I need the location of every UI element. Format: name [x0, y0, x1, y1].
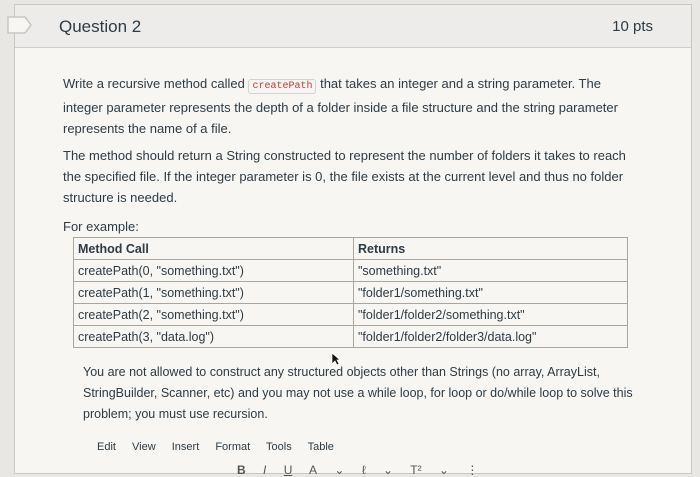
chevron-down-icon[interactable]: ⌄: [334, 463, 345, 477]
superscript-button[interactable]: T²: [410, 463, 422, 477]
highlight-button[interactable]: ℓ: [361, 463, 366, 477]
table-row: [74, 282, 628, 304]
table-cell: createPath(3, "data.log"): [74, 326, 354, 348]
menu-format[interactable]: Format: [215, 441, 251, 453]
question-title: Question 2: [59, 17, 142, 36]
table-header-row: [74, 238, 628, 260]
menu-view[interactable]: View: [132, 441, 156, 453]
more-options-icon[interactable]: ⋮: [466, 463, 479, 477]
prompt-paragraph-4: You are not allowed to construct any structured objects other than Strings (no array, ArrayList, StringBuilder, Scanner, etc) and you may not use a while loop, for loop or do/while loop to solve this problem; you must use recursion.: [83, 365, 633, 421]
flag-icon[interactable]: [7, 16, 33, 34]
example-label: For example:: [63, 219, 139, 234]
examples-table: [73, 237, 628, 348]
prompt-paragraph-2: The method should return a String constructed to represent the number of folders it takes to reach the specified file. If the integer parameter is 0, the file exists at the current level and thus no folder structure is needed.: [63, 148, 626, 205]
table-cell: "folder1/folder2/folder3/data.log": [354, 326, 628, 348]
table-row: [74, 304, 628, 326]
editor-menubar: [97, 441, 347, 453]
table-cell: "folder1/folder2/something.txt": [354, 304, 628, 326]
chevron-down-icon[interactable]: ⌄: [383, 463, 394, 477]
underline-button[interactable]: U: [283, 463, 293, 477]
bold-button[interactable]: B: [237, 463, 246, 477]
table-cell: "something.txt": [354, 260, 628, 282]
question-card: [14, 4, 692, 477]
chevron-down-icon[interactable]: ⌄: [438, 463, 449, 477]
table-header-returns: Returns: [354, 238, 628, 260]
prompt-paragraph-1: Write a recursive method called createPath that takes an integer and a string parameter. The integer parameter represents the depth of a folder inside a file structure and the string parameter represents the name of a file.: [63, 76, 618, 136]
italic-button[interactable]: I: [263, 463, 267, 477]
question-header: [15, 5, 691, 48]
inline-code: createPath: [248, 79, 316, 94]
question-points: 10 pts: [612, 18, 653, 35]
table-row: [74, 326, 628, 348]
table-cell: createPath(2, "something.txt"): [74, 304, 354, 326]
table-cell: "folder1/something.txt": [354, 282, 628, 304]
menu-table[interactable]: Table: [307, 441, 334, 453]
menu-insert[interactable]: Insert: [171, 441, 200, 453]
table-cell: createPath(1, "something.txt"): [74, 282, 354, 304]
editor-toolbar: [237, 463, 492, 477]
table-cell: createPath(0, "something.txt"): [74, 260, 354, 282]
menu-tools[interactable]: Tools: [266, 441, 292, 453]
menu-edit[interactable]: Edit: [97, 441, 116, 453]
table-row: [74, 260, 628, 282]
text-color-button[interactable]: A: [309, 463, 318, 477]
table-header-method: Method Call: [74, 238, 354, 260]
